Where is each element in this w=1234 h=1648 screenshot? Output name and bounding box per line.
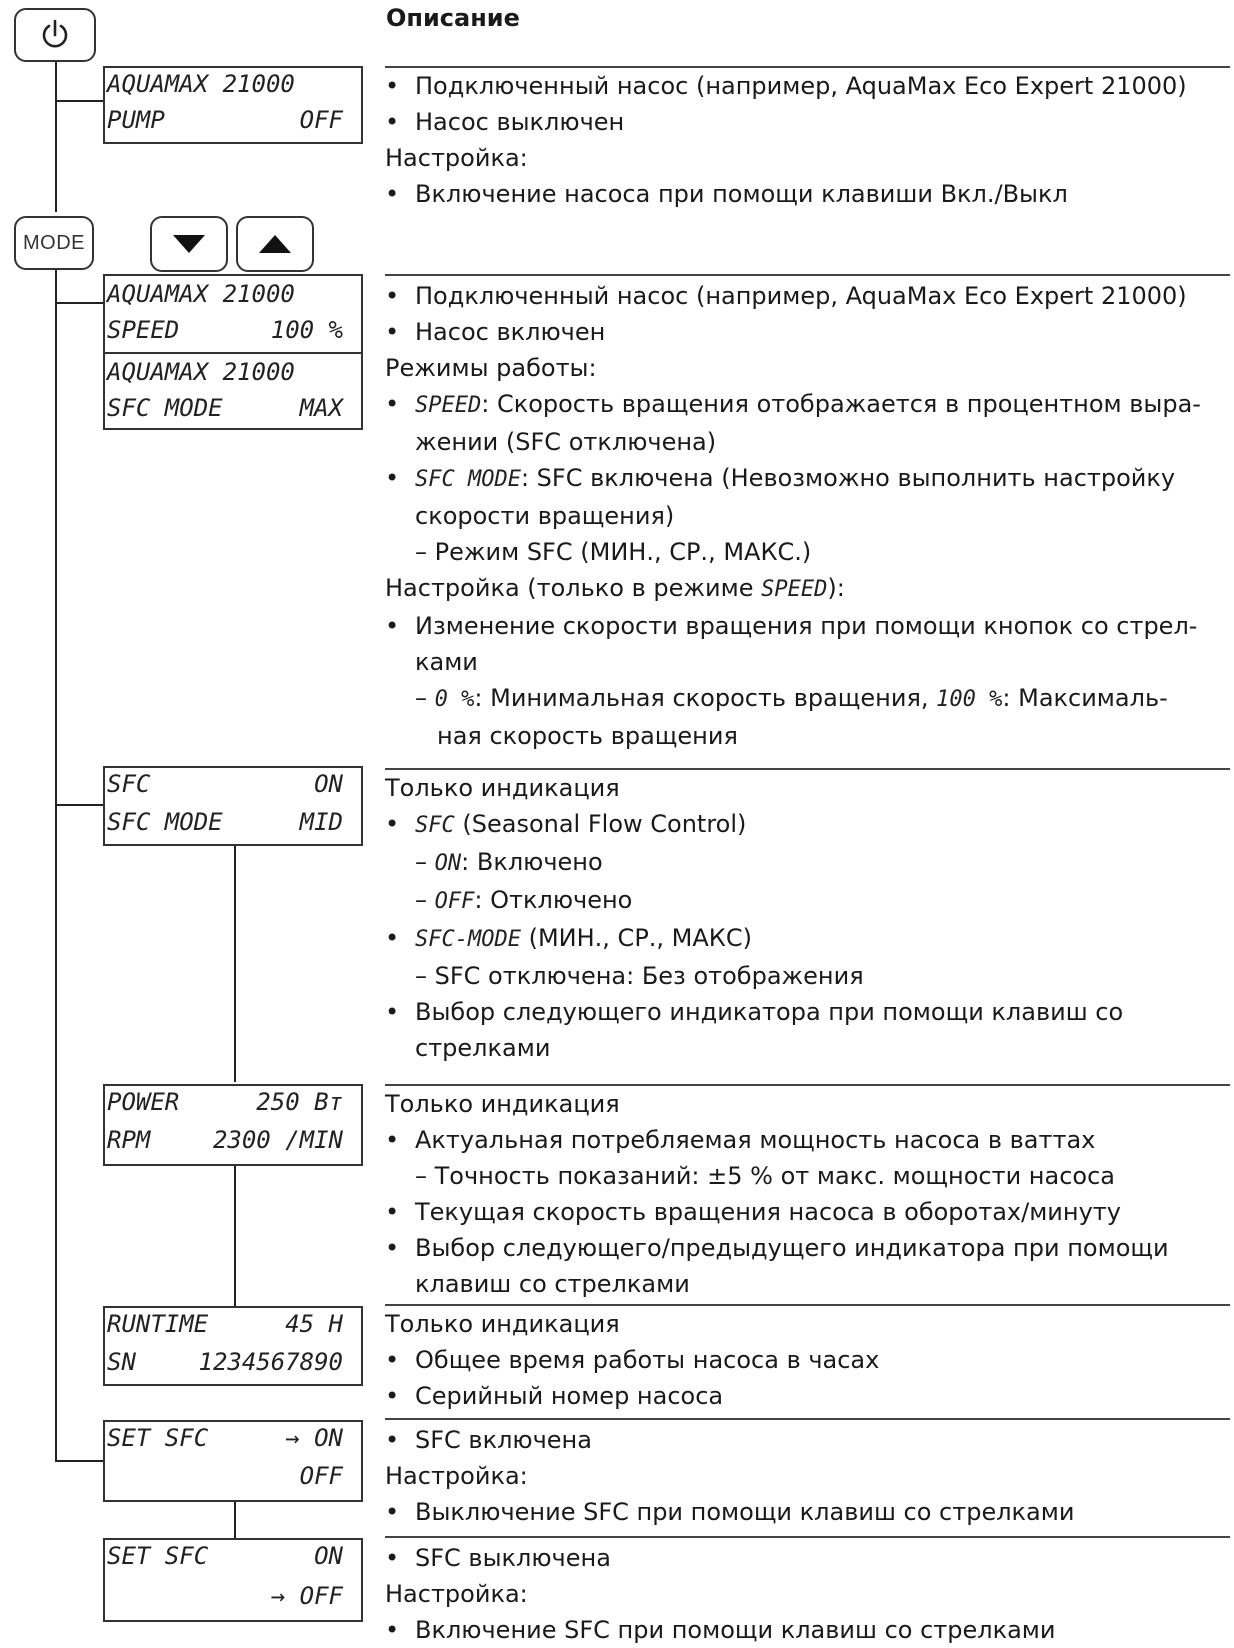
list-item-continued: стрелками bbox=[415, 1034, 551, 1062]
subheading: Только индикация bbox=[385, 1310, 620, 1338]
display-term: SPEED bbox=[415, 393, 482, 418]
arrow-down-button[interactable] bbox=[150, 216, 228, 272]
lcd-text: AQUAMAX 21000 bbox=[107, 358, 295, 386]
lcd-set-sfc-off bbox=[103, 1538, 363, 1622]
connector bbox=[55, 262, 57, 1462]
display-term: 100 % bbox=[936, 687, 1003, 712]
connector bbox=[234, 1500, 236, 1538]
list-item: • Актуальная потребляемая мощность насоса в ваттах bbox=[385, 1122, 1225, 1158]
connector bbox=[55, 1460, 103, 1462]
sub-item: – SFC отключена: Без отображения bbox=[415, 962, 864, 990]
list-item: • Насос включен bbox=[385, 314, 1225, 350]
lcd-value: → OFF bbox=[270, 1582, 343, 1610]
list-item bbox=[385, 460, 1225, 498]
display-term: 0 % bbox=[434, 687, 475, 712]
list-item: • Выключение SFC при помощи клавиш со стрелками bbox=[385, 1494, 1225, 1530]
lcd-value: 2300 /MIN bbox=[212, 1126, 343, 1154]
lcd-value: ON bbox=[314, 1542, 343, 1570]
lcd-text: PUMP bbox=[107, 106, 165, 134]
sub-item-text: : Включено bbox=[461, 848, 603, 876]
divider bbox=[385, 274, 1230, 276]
description-pump-on bbox=[385, 278, 1225, 754]
list-item: • Серийный номер насоса bbox=[385, 1378, 1225, 1414]
lcd-text: SET SFC bbox=[107, 1424, 209, 1452]
list-item-continued: скорости вращения) bbox=[415, 502, 675, 530]
list-item: • SFC выключена bbox=[385, 1540, 1225, 1576]
lcd-text: SFC MODE bbox=[107, 394, 223, 422]
arrow-up-button[interactable] bbox=[236, 216, 314, 272]
divider bbox=[385, 1418, 1230, 1420]
list-item: • Общее время работы насоса в часах bbox=[385, 1342, 1225, 1378]
lcd-text: SFC bbox=[107, 770, 151, 798]
connector bbox=[55, 302, 103, 304]
list-item bbox=[385, 920, 1225, 958]
list-item: • Текущая скорость вращения насоса в оборотах/минуту bbox=[385, 1194, 1225, 1230]
lcd-text: SPEED bbox=[107, 316, 180, 344]
lcd-text: POWER bbox=[107, 1088, 180, 1116]
list-item: • Включение SFC при помощи клавиш со стрелками bbox=[385, 1612, 1225, 1648]
description-sfc bbox=[385, 770, 1225, 1066]
sub-item: – ON: Включено bbox=[415, 848, 603, 876]
description-set-sfc-off bbox=[385, 1540, 1225, 1648]
lcd-text: SN bbox=[107, 1348, 136, 1376]
list-item-text: : Скорость вращения отображается в процентном выра- bbox=[481, 390, 1201, 418]
lcd-runtime bbox=[103, 1306, 363, 1386]
lcd-value: 250 Вт bbox=[256, 1088, 343, 1116]
description-power bbox=[385, 1086, 1225, 1302]
subheading: Только индикация bbox=[385, 774, 620, 802]
display-term: SFC bbox=[415, 813, 455, 838]
sub-item: – OFF: Отключено bbox=[415, 886, 633, 914]
lcd-value: 100 % bbox=[270, 316, 343, 344]
list-item-text: (МИН., СР., МАКС) bbox=[520, 924, 752, 952]
description-pump-off bbox=[385, 68, 1225, 212]
list-item: • SFC включена bbox=[385, 1422, 1225, 1458]
lcd-text: AQUAMAX 21000 bbox=[107, 70, 295, 98]
display-term: ON bbox=[434, 851, 462, 876]
sub-item-text: – bbox=[415, 684, 435, 712]
subheading: Только индикация bbox=[385, 1090, 620, 1118]
lcd-sfc bbox=[103, 766, 363, 846]
lcd-speed bbox=[103, 274, 363, 430]
divider bbox=[385, 1536, 1230, 1538]
connector bbox=[234, 1166, 236, 1306]
lcd-value: MID bbox=[299, 808, 343, 836]
subheading-text: ): bbox=[827, 574, 845, 602]
list-item bbox=[385, 386, 1225, 424]
connector bbox=[234, 846, 236, 1082]
connector bbox=[55, 804, 103, 806]
subheading bbox=[385, 570, 1225, 608]
lcd-value: 1234567890 bbox=[198, 1348, 343, 1376]
sub-item: – Режим SFC (МИН., СР., МАКС.) bbox=[415, 538, 812, 566]
sub-item-continued: ная скорость вращения bbox=[437, 722, 738, 750]
list-item-text: (Seasonal Flow Control) bbox=[454, 810, 747, 838]
list-item bbox=[385, 806, 1225, 844]
sub-item-text: : Отключено bbox=[474, 886, 633, 914]
list-item: • Подключенный насос (например, AquaMax Eco Expert 21000) bbox=[385, 278, 1225, 314]
lcd-text: RPM bbox=[107, 1126, 151, 1154]
description-set-sfc-on bbox=[385, 1422, 1225, 1530]
power-button[interactable] bbox=[14, 8, 96, 62]
list-item: • Выбор следующего индикатора при помощи клавиш со bbox=[385, 994, 1225, 1030]
subheading: Настройка: bbox=[385, 144, 528, 172]
lcd-set-sfc-on bbox=[103, 1420, 363, 1502]
display-term: SFC MODE bbox=[415, 467, 521, 492]
power-icon bbox=[40, 19, 70, 51]
list-item: • Включение насоса при помощи клавиши Вкл./Выкл bbox=[385, 176, 1225, 212]
arrow-up-icon bbox=[257, 233, 293, 255]
lcd-value: 45 H bbox=[285, 1310, 343, 1338]
lcd-value: OFF bbox=[299, 1462, 343, 1490]
arrow-down-icon bbox=[171, 233, 207, 255]
lcd-value: → ON bbox=[285, 1424, 343, 1452]
section-heading: Описание bbox=[386, 4, 520, 32]
list-item-continued: клавиш со стрелками bbox=[415, 1270, 690, 1298]
lcd-value: OFF bbox=[299, 106, 343, 134]
mode-button-label: MODE bbox=[23, 231, 85, 254]
subheading-text: Настройка (только в режиме bbox=[385, 574, 762, 602]
display-term: SFC-MODE bbox=[415, 927, 521, 952]
subheading: Режимы работы: bbox=[385, 354, 597, 382]
list-item: • Выбор следующего/предыдущего индикатора при помощи bbox=[385, 1230, 1225, 1266]
description-runtime bbox=[385, 1306, 1225, 1414]
subheading: Настройка: bbox=[385, 1580, 528, 1608]
sub-item bbox=[385, 680, 1225, 718]
lcd-pump-off bbox=[103, 66, 363, 144]
display-term: OFF bbox=[434, 889, 475, 914]
lcd-text: RUNTIME bbox=[107, 1310, 209, 1338]
list-item: • Изменение скорости вращения при помощи кнопок со стрел- bbox=[385, 608, 1225, 644]
display-term: SPEED bbox=[761, 577, 828, 602]
lcd-text: SFC MODE bbox=[107, 808, 223, 836]
lcd-text: AQUAMAX 21000 bbox=[107, 280, 295, 308]
lcd-divider bbox=[105, 352, 361, 354]
connector bbox=[55, 100, 103, 102]
lcd-power bbox=[103, 1084, 363, 1166]
lcd-value: ON bbox=[314, 770, 343, 798]
sub-item: – Точность показаний: ±5 % от макс. мощности насоса bbox=[415, 1162, 1115, 1190]
list-item: • Насос выключен bbox=[385, 104, 1225, 140]
list-item-continued: жении (SFC отключена) bbox=[415, 428, 717, 456]
sub-item-text: : Максималь- bbox=[1002, 684, 1168, 712]
sub-item-text: : Минимальная скорость вращения, bbox=[474, 684, 937, 712]
lcd-text: SET SFC bbox=[107, 1542, 209, 1570]
lcd-value: MAX bbox=[299, 394, 343, 422]
mode-button[interactable] bbox=[14, 216, 94, 270]
list-item: • Подключенный насос (например, AquaMax Eco Expert 21000) bbox=[385, 68, 1225, 104]
connector bbox=[55, 62, 57, 212]
list-item-continued: ками bbox=[415, 648, 478, 676]
list-item-text: : SFC включена (Невозможно выполнить настройку bbox=[520, 464, 1176, 492]
subheading: Настройка: bbox=[385, 1462, 528, 1490]
